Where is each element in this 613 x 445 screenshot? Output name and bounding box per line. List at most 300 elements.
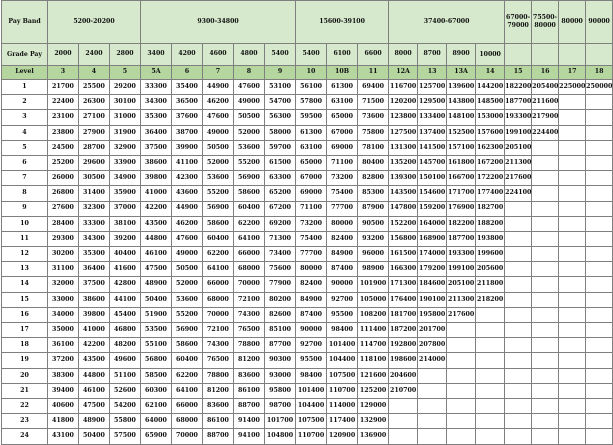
row-index: 2 — [2, 95, 48, 110]
grade-pay-cell: 6600 — [358, 44, 389, 66]
pay-cell: 53600 — [172, 292, 203, 307]
pay-cell: 250000 — [586, 80, 613, 95]
pay-cell: 56100 — [296, 80, 327, 95]
pay-cell — [505, 414, 532, 429]
pay-cell — [532, 353, 559, 368]
table-row — [2, 368, 613, 383]
pay-cell: 41100 — [172, 155, 203, 170]
pay-cell: 45400 — [110, 307, 141, 322]
pay-cell — [476, 368, 505, 383]
pay-band-cell: 9300-34800 — [141, 1, 296, 44]
level-label: Level — [2, 66, 48, 80]
pay-cell — [586, 307, 613, 322]
pay-cell: 90000 — [327, 277, 358, 292]
pay-cell — [532, 292, 559, 307]
pay-cell: 27100 — [79, 110, 110, 125]
pay-cell — [559, 110, 586, 125]
pay-cell: 49000 — [203, 125, 234, 140]
pay-cell: 127500 — [389, 125, 418, 140]
level-cell: 5A — [141, 66, 172, 80]
pay-cell: 164000 — [418, 216, 447, 231]
pay-cell: 64100 — [234, 231, 265, 246]
pay-cell — [586, 140, 613, 155]
level-cell: 18 — [586, 66, 613, 80]
pay-cell: 187700 — [505, 95, 532, 110]
pay-cell: 182200 — [447, 216, 476, 231]
pay-cell: 33300 — [79, 216, 110, 231]
pay-cell: 184600 — [418, 277, 447, 292]
pay-cell: 131300 — [389, 140, 418, 155]
pay-cell: 44800 — [79, 368, 110, 383]
row-index: 11 — [2, 231, 48, 246]
pay-cell: 139600 — [447, 80, 476, 95]
level-cell: 7 — [203, 66, 234, 80]
pay-cell: 57800 — [296, 95, 327, 110]
pay-cell — [559, 140, 586, 155]
pay-cell: 199100 — [505, 125, 532, 140]
pay-cell — [586, 95, 613, 110]
pay-cell: 107500 — [296, 414, 327, 429]
table-row — [2, 171, 613, 186]
pay-cell: 55800 — [110, 414, 141, 429]
pay-cell: 93000 — [265, 368, 296, 383]
pay-cell: 53600 — [203, 171, 234, 186]
pay-cell — [505, 216, 532, 231]
pay-cell: 116700 — [389, 80, 418, 95]
pay-cell — [559, 429, 586, 444]
pay-cell: 211600 — [532, 95, 559, 110]
pay-cell: 67200 — [265, 201, 296, 216]
pay-cell: 62200 — [234, 216, 265, 231]
pay-cell: 51100 — [110, 368, 141, 383]
pay-cell: 143800 — [447, 95, 476, 110]
pay-cell: 37500 — [79, 277, 110, 292]
pay-cell — [476, 338, 505, 353]
pay-cell: 172200 — [476, 171, 505, 186]
pay-cell: 56900 — [203, 201, 234, 216]
pay-cell — [505, 277, 532, 292]
pay-cell: 187200 — [389, 323, 418, 338]
pay-cell — [505, 323, 532, 338]
pay-cell — [505, 262, 532, 277]
pay-cell: 75800 — [358, 125, 389, 140]
pay-cell: 23100 — [48, 110, 79, 125]
pay-cell — [559, 398, 586, 413]
pay-cell: 39200 — [110, 231, 141, 246]
grade-pay-cell: 10000 — [476, 44, 505, 66]
table-row — [2, 429, 613, 444]
row-index: 9 — [2, 201, 48, 216]
pay-cell: 60400 — [172, 353, 203, 368]
level-cell: 13A — [447, 66, 476, 80]
pay-cell — [476, 353, 505, 368]
level-row — [2, 66, 613, 80]
pay-cell: 101400 — [296, 383, 327, 398]
table-row — [2, 95, 613, 110]
pay-cell — [532, 247, 559, 262]
pay-cell: 29600 — [79, 155, 110, 170]
table-row — [2, 80, 613, 95]
pay-cell — [505, 247, 532, 262]
pay-cell: 54700 — [265, 95, 296, 110]
pay-cell: 98400 — [296, 368, 327, 383]
pay-cell: 46100 — [79, 383, 110, 398]
pay-cell — [559, 231, 586, 246]
pay-cell: 56900 — [172, 323, 203, 338]
level-cell: 14 — [476, 66, 505, 80]
pay-cell: 217900 — [532, 110, 559, 125]
pay-cell: 58000 — [265, 125, 296, 140]
pay-cell: 65000 — [327, 110, 358, 125]
pay-cell: 86100 — [234, 383, 265, 398]
pay-cell — [586, 383, 613, 398]
pay-cell: 31900 — [110, 125, 141, 140]
pay-cell: 64100 — [172, 383, 203, 398]
pay-cell — [559, 307, 586, 322]
pay-cell — [532, 216, 559, 231]
pay-cell: 91400 — [234, 414, 265, 429]
pay-cell: 84900 — [327, 247, 358, 262]
pay-cell: 68000 — [234, 262, 265, 277]
pay-cell: 152200 — [389, 216, 418, 231]
pay-matrix-table — [1, 0, 613, 445]
pay-cell — [505, 383, 532, 398]
pay-cell: 43500 — [141, 216, 172, 231]
matrix-body — [2, 80, 613, 445]
pay-cell: 61500 — [265, 155, 296, 170]
pay-cell: 27900 — [79, 125, 110, 140]
pay-cell: 76500 — [234, 323, 265, 338]
level-cell: 12A — [389, 66, 418, 80]
pay-cell — [559, 262, 586, 277]
grade-pay-row — [2, 44, 613, 66]
pay-cell — [559, 171, 586, 186]
pay-cell: 24500 — [48, 140, 79, 155]
pay-cell — [559, 383, 586, 398]
pay-cell: 34900 — [110, 171, 141, 186]
pay-cell: 68000 — [172, 414, 203, 429]
pay-cell: 47600 — [203, 110, 234, 125]
table-row — [2, 383, 613, 398]
pay-cell: 48900 — [141, 277, 172, 292]
pay-cell: 95800 — [265, 383, 296, 398]
pay-cell: 92700 — [327, 292, 358, 307]
table-row — [2, 338, 613, 353]
pay-cell — [476, 414, 505, 429]
pay-cell: 82600 — [265, 307, 296, 322]
pay-cell — [532, 140, 559, 155]
pay-cell — [532, 398, 559, 413]
pay-cell: 73200 — [327, 171, 358, 186]
grade-pay-cell: 4800 — [234, 44, 265, 66]
pay-cell: 36400 — [79, 262, 110, 277]
pay-cell: 87700 — [265, 338, 296, 353]
pay-cell — [532, 201, 559, 216]
table-row — [2, 247, 613, 262]
pay-band-cell: 67000-79000 — [505, 1, 532, 44]
pay-cell: 50400 — [141, 292, 172, 307]
pay-cell: 52000 — [203, 155, 234, 170]
row-index: 5 — [2, 140, 48, 155]
pay-cell — [389, 414, 418, 429]
pay-cell: 68000 — [203, 292, 234, 307]
pay-cell — [586, 338, 613, 353]
pay-cell: 28400 — [48, 216, 79, 231]
pay-cell: 42200 — [141, 201, 172, 216]
pay-cell: 187700 — [447, 231, 476, 246]
row-index: 4 — [2, 125, 48, 140]
level-cell: 5 — [110, 66, 141, 80]
pay-cell — [476, 323, 505, 338]
pay-cell — [532, 338, 559, 353]
row-index: 3 — [2, 110, 48, 125]
pay-cell: 71300 — [265, 231, 296, 246]
pay-cell: 78800 — [203, 368, 234, 383]
pay-cell: 129000 — [358, 398, 389, 413]
pay-cell: 69000 — [327, 140, 358, 155]
table-row — [2, 110, 613, 125]
pay-cell: 69000 — [296, 186, 327, 201]
grade-pay-cell: 8000 — [389, 44, 418, 66]
pay-cell: 198600 — [389, 353, 418, 368]
pay-cell: 157100 — [447, 140, 476, 155]
pay-cell: 56300 — [265, 110, 296, 125]
pay-cell: 41000 — [141, 186, 172, 201]
row-index: 8 — [2, 186, 48, 201]
pay-cell — [559, 155, 586, 170]
pay-cell — [447, 429, 476, 444]
pay-cell: 43100 — [48, 429, 79, 444]
pay-cell — [418, 429, 447, 444]
pay-cell: 205100 — [505, 140, 532, 155]
pay-cell — [559, 125, 586, 140]
row-index: 23 — [2, 414, 48, 429]
pay-cell: 161500 — [389, 247, 418, 262]
pay-cell: 188200 — [476, 216, 505, 231]
row-index: 19 — [2, 353, 48, 368]
pay-cell: 114700 — [358, 338, 389, 353]
pay-cell: 30500 — [79, 171, 110, 186]
pay-cell: 59500 — [296, 110, 327, 125]
pay-cell: 60400 — [234, 201, 265, 216]
pay-cell: 31000 — [110, 110, 141, 125]
pay-cell: 50500 — [172, 262, 203, 277]
pay-cell: 110700 — [327, 383, 358, 398]
pay-cell: 50400 — [79, 429, 110, 444]
pay-cell: 61300 — [327, 80, 358, 95]
pay-cell: 29300 — [48, 231, 79, 246]
pay-cell — [476, 383, 505, 398]
pay-cell: 125700 — [418, 80, 447, 95]
pay-cell — [418, 414, 447, 429]
pay-cell: 82800 — [358, 171, 389, 186]
pay-cell — [559, 338, 586, 353]
pay-cell: 73600 — [358, 110, 389, 125]
pay-cell: 52000 — [234, 125, 265, 140]
pay-cell: 47500 — [79, 398, 110, 413]
grade-pay-cell — [532, 44, 559, 66]
pay-cell: 166300 — [389, 262, 418, 277]
pay-cell: 166700 — [447, 171, 476, 186]
pay-cell: 92700 — [296, 338, 327, 353]
pay-cell: 85300 — [358, 186, 389, 201]
level-cell: 11 — [358, 66, 389, 80]
pay-cell: 88700 — [203, 429, 234, 444]
pay-cell: 182200 — [505, 80, 532, 95]
pay-cell: 176900 — [447, 201, 476, 216]
row-index: 12 — [2, 247, 48, 262]
pay-cell: 141500 — [418, 140, 447, 155]
pay-cell: 47600 — [234, 80, 265, 95]
table-row — [2, 277, 613, 292]
pay-cell: 65900 — [141, 429, 172, 444]
pay-cell: 29200 — [110, 80, 141, 95]
pay-cell: 65200 — [265, 186, 296, 201]
pay-cell: 62100 — [141, 398, 172, 413]
pay-cell: 39800 — [79, 307, 110, 322]
pay-cell: 167200 — [476, 155, 505, 170]
pay-cell: 41600 — [110, 262, 141, 277]
pay-cell — [559, 277, 586, 292]
level-cell: 13 — [418, 66, 447, 80]
pay-cell: 70000 — [234, 277, 265, 292]
pay-cell: 88700 — [234, 398, 265, 413]
pay-cell: 36500 — [172, 95, 203, 110]
pay-cell: 87900 — [358, 201, 389, 216]
pay-cell: 46200 — [172, 216, 203, 231]
pay-cell — [586, 155, 613, 170]
table-row — [2, 307, 613, 322]
pay-cell: 182700 — [476, 201, 505, 216]
pay-cell: 74300 — [234, 307, 265, 322]
pay-cell — [389, 429, 418, 444]
pay-cell — [586, 110, 613, 125]
pay-cell — [586, 429, 613, 444]
pay-cell: 60300 — [141, 383, 172, 398]
pay-cell: 156800 — [389, 231, 418, 246]
pay-cell: 224100 — [505, 186, 532, 201]
grade-pay-cell: 8700 — [418, 44, 447, 66]
pay-cell: 168900 — [418, 231, 447, 246]
pay-cell — [505, 338, 532, 353]
pay-cell: 98700 — [265, 398, 296, 413]
pay-cell: 31100 — [48, 262, 79, 277]
pay-cell: 78100 — [358, 140, 389, 155]
pay-cell: 177400 — [476, 186, 505, 201]
pay-cell: 56900 — [234, 171, 265, 186]
pay-cell: 26800 — [48, 186, 79, 201]
pay-cell: 28700 — [79, 140, 110, 155]
pay-cell: 44900 — [172, 201, 203, 216]
pay-band-cell: 75500-80000 — [532, 1, 559, 44]
pay-cell: 78800 — [234, 338, 265, 353]
pay-cell: 193800 — [476, 231, 505, 246]
pay-cell: 98900 — [358, 262, 389, 277]
pay-cell: 162300 — [476, 140, 505, 155]
table-row — [2, 353, 613, 368]
pay-cell — [418, 398, 447, 413]
pay-cell: 148500 — [476, 95, 505, 110]
level-cell: 10 — [296, 66, 327, 80]
pay-cell — [559, 247, 586, 262]
pay-cell: 176400 — [389, 292, 418, 307]
grade-pay-cell: 4600 — [203, 44, 234, 66]
grade-pay-cell — [505, 44, 532, 66]
pay-cell: 70000 — [172, 429, 203, 444]
pay-cell: 93200 — [358, 231, 389, 246]
pay-cell: 171700 — [447, 186, 476, 201]
pay-cell: 101400 — [327, 338, 358, 353]
row-index: 7 — [2, 171, 48, 186]
pay-cell: 33000 — [48, 292, 79, 307]
pay-cell: 214000 — [418, 353, 447, 368]
grade-pay-cell: 2400 — [79, 44, 110, 66]
pay-cell: 63300 — [265, 171, 296, 186]
pay-cell — [586, 171, 613, 186]
pay-cell: 34300 — [141, 95, 172, 110]
pay-cell: 104800 — [265, 429, 296, 444]
pay-cell: 25500 — [79, 80, 110, 95]
row-index: 18 — [2, 338, 48, 353]
pay-cell: 205600 — [476, 262, 505, 277]
pay-cell: 48900 — [79, 414, 110, 429]
pay-cell: 40600 — [48, 398, 79, 413]
pay-cell: 42800 — [110, 277, 141, 292]
pay-cell: 121600 — [358, 368, 389, 383]
pay-cell: 60400 — [203, 231, 234, 246]
pay-cell — [505, 201, 532, 216]
pay-cell — [532, 155, 559, 170]
pay-cell: 38100 — [110, 216, 141, 231]
pay-cell: 41000 — [79, 323, 110, 338]
pay-cell: 123800 — [389, 110, 418, 125]
pay-cell: 51900 — [141, 307, 172, 322]
pay-cell: 26000 — [48, 171, 79, 186]
pay-cell: 75400 — [296, 231, 327, 246]
pay-cell: 37600 — [172, 110, 203, 125]
pay-cell: 55200 — [172, 307, 203, 322]
pay-cell: 205400 — [532, 80, 559, 95]
table-row — [2, 414, 613, 429]
pay-cell: 80000 — [296, 262, 327, 277]
pay-cell: 52600 — [110, 383, 141, 398]
pay-cell: 26300 — [79, 95, 110, 110]
pay-cell: 98400 — [327, 323, 358, 338]
grade-pay-cell: 6100 — [327, 44, 358, 66]
pay-cell: 35300 — [79, 247, 110, 262]
pay-band-cell: 80000 — [559, 1, 586, 44]
row-index: 13 — [2, 262, 48, 277]
row-index: 6 — [2, 155, 48, 170]
table-row — [2, 140, 613, 155]
table-row — [2, 186, 613, 201]
pay-cell: 193300 — [505, 110, 532, 125]
pay-cell — [586, 353, 613, 368]
pay-cell: 95500 — [296, 353, 327, 368]
pay-cell: 77700 — [327, 201, 358, 216]
pay-cell: 64000 — [141, 414, 172, 429]
pay-cell — [505, 398, 532, 413]
pay-cell: 39800 — [141, 171, 172, 186]
pay-cell: 66000 — [203, 277, 234, 292]
pay-cell: 43600 — [172, 186, 203, 201]
pay-cell: 65000 — [296, 155, 327, 170]
pay-cell: 171300 — [389, 277, 418, 292]
pay-cell: 44800 — [141, 231, 172, 246]
pay-cell — [559, 216, 586, 231]
pay-cell — [476, 307, 505, 322]
pay-cell — [586, 186, 613, 201]
